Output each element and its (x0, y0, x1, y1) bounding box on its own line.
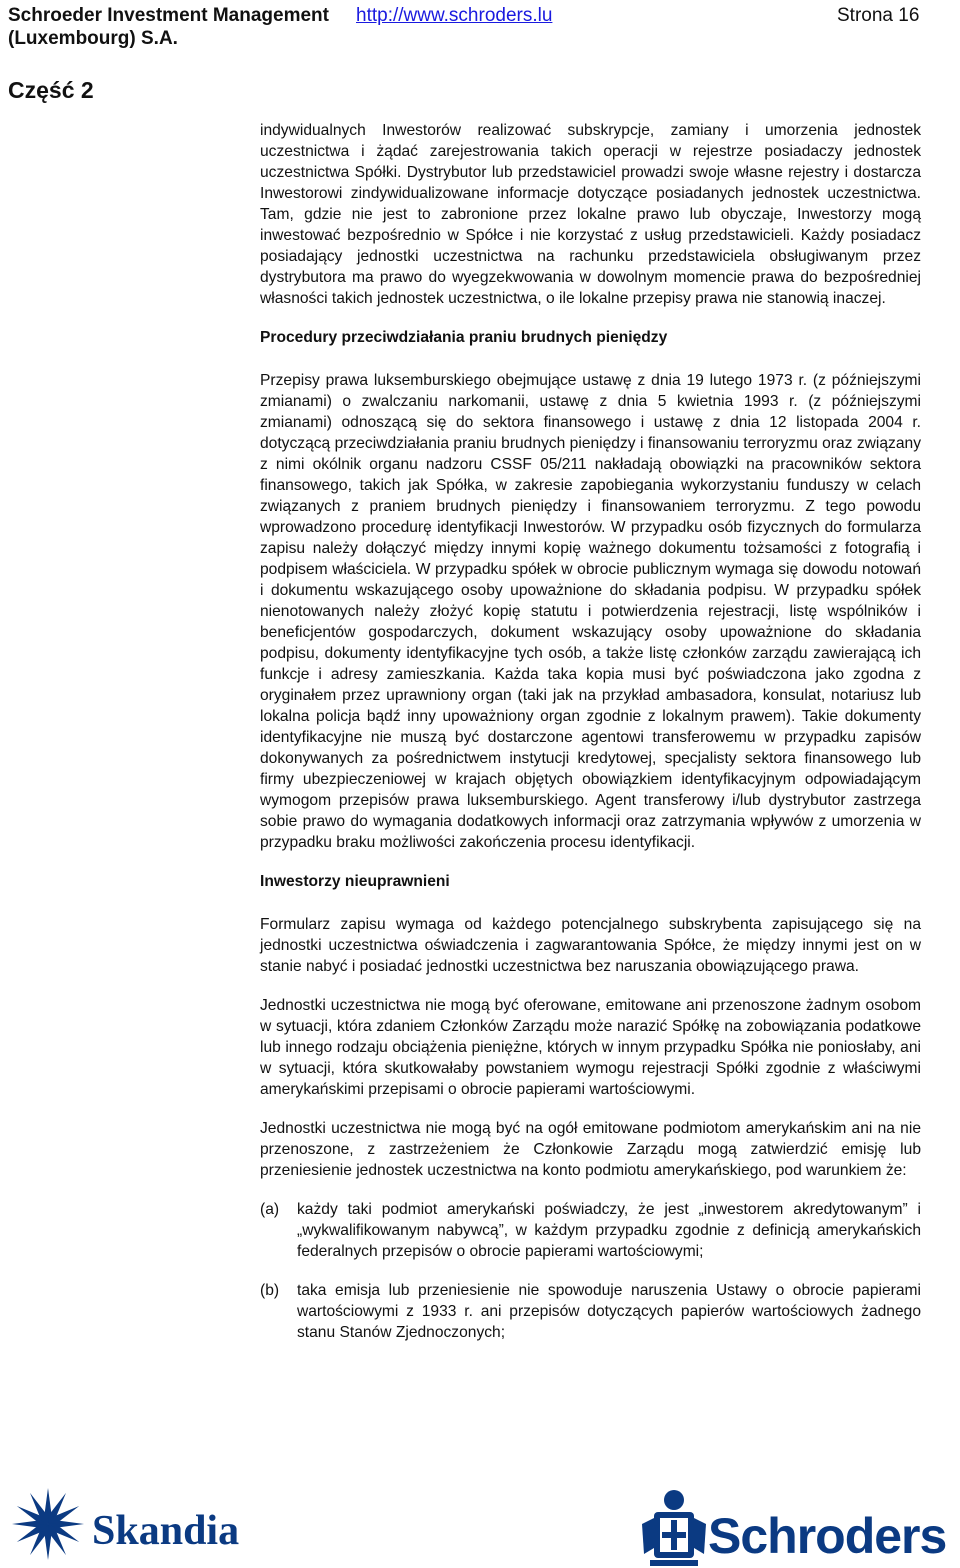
paragraph-offer-restrictions: Jednostki uczestnictwa nie mogą być oferowane, emitowane ani przenoszone żadnym osobom w sytuacji, która zdaniem Członków Zarządu może narazić Spółkę na zobowiązania podatkowe lub innego rodzaju obciążenia pieniężne, których w innym przypadku Spółka nie poniosłaby, ani w sytuacji, która skutkowałaby powstaniem wymogu rejestracji Spółki zgodnie z właściwymi amerykańskimi przepisami o obrocie papierami wartościowymi. (260, 997, 921, 1098)
skandia-star-icon (12, 1488, 84, 1560)
page-number: Strona 16 (837, 5, 920, 26)
list-marker: (b) (260, 1282, 280, 1299)
heading-anti-money-laundering: Procedury przeciwdziałania praniu brudnych pieniędzy (260, 329, 668, 346)
list-item (260, 1280, 921, 1343)
list-marker: (a) (260, 1201, 280, 1218)
heading-ineligible-investors: Inwestorzy nieuprawnieni (260, 873, 450, 890)
schroders-crest-icon (640, 1482, 708, 1568)
header-website-link[interactable]: http://www.schroders.lu (356, 5, 553, 26)
schroders-logo: Schroders (708, 1508, 947, 1564)
part-title: Część 2 (8, 77, 94, 103)
list-item (260, 1199, 921, 1262)
list-item-text: każdy taki podmiot amerykański poświadczy, że jest „inwestorem akredytowanym” i „wykwalifikowanym nabywcą”, w każdym przypadku zgodnie z definicją amerykańskich federalnych przepisów o obrocie papierami wartościowymi; (297, 1201, 921, 1260)
paragraph-us-persons: Jednostki uczestnictwa nie mogą być na ogół emitowane podmiotom amerykańskim ani na nie przenoszone, z zastrzeżeniem że Członkowie Zarządu mogą zatwierdzić emisję lub przeniesienie jednostek uczestnictwa na konto podmiotu amerykańskiego, pod warunkiem że: (260, 1120, 921, 1179)
paragraph-subscription-form: Formularz zapisu wymaga od każdego potencjalnego subskrybenta zapisującego się na jednostki uczestnictwa oświadczenia i zagwarantowania Spółce, że między innymi jest on w stanie nabyć i posiadać jednostki uczestnictwa bez naruszania obowiązującego prawa. (260, 916, 921, 975)
skandia-wordmark: Skandia (92, 1508, 240, 1554)
list-item-text: taka emisja lub przeniesienie nie spowoduje naruszenia Ustawy o obrocie papierami wartościowymi z 1933 r. ani przepisów dotyczących papierów wartościowych żadnego stanu Stanów Zjednoczonych; (297, 1282, 921, 1341)
header-company-name: Schroeder Investment Management (8, 5, 329, 26)
skandia-logo (10, 1486, 250, 1562)
document-body (260, 120, 921, 1343)
paragraph-aml-procedures: Przepisy prawa luksemburskiego obejmujące ustawę z dnia 19 lutego 1973 r. (z późniejszymi zmianami) o zwalczaniu narkomanii, ustawę z dnia 5 kwietnia 1993 r. (z późniejszymi zmianami) odnoszącą się do sektora finansowego i ustawę z dnia 12 listopada 2004 r. dotyczącą przeciwdziałania praniu brudnych pieniędzy i finansowaniu terroryzmu oraz związany z nimi okólnik organu nadzoru CSSF 05/211 nakładają obowiązki na pracowników sektora finansowego, takich jak Spółka, w zakresie zapobiegania wykorzystaniu funduszy w celach związanych z praniem brudnych pieniędzy i finansowaniem terroryzmu. Z tego powodu wprowadzono procedurę identyfikacji Inwestorów. W przypadku osób fizycznych do formularza zapisu należy dołączyć między innymi kopię ważnego dokumentu tożsamości z fotografią i podpisem właściciela. W przypadku spółek w obrocie publicznym wymaga się dowodu notowań i dokumentu wskazującego osoby upoważnione do składania podpisu. W przypadku spółek nienotowanych należy złożyć kopię statutu i potwierdzenia rejestracji, listę wspólników i beneficjentów gospodarczych, dokument wskazujący osoby upoważnione do składania podpisu, dokumenty identyfikacyjne tych osób, a także listę członków zarządu zawierającą ich funkcje i adresy zamieszkania. Każda taka kopia musi być poświadczona jako zgodna z oryginałem przez uprawniony organ (taki jak na przykład ambasadora, konsulat, notariusz lub lokalna policja bądź inny upoważniony organ zgodnie z lokalnym prawem). Takie dokumenty identyfikacyjne nie muszą być dostarczone agentowi transferowemu w przypadku zapisów dokonywanych za pośrednictwem instytucji kredytowej, specjalisty sektora finansowego lub firmy ubezpieczeniowej w krajach objętych obowiązkiem identyfikacyjnym odpowiadającym wymogom przepisów prawa luksemburskiego. Agent transferowy i/lub dystrybutor zastrzega sobie prawo do wymagania dodatkowych informacji oraz zatrzymania wpływów z umorzenia w przypadku braku możliwości zakończenia procesu identyfikacji. (260, 372, 921, 851)
paragraph-nominee-services: indywidualnych Inwestorów realizować subskrypcje, zamiany i umorzenia jednostek uczestnictwa i żądać zarejestrowania takich operacji w rejestrze posiadaczy jednostek uczestnictwa Spółki. Dystrybutor lub przedstawiciel prowadzi swoje własne rejestry i dostarcza Inwestorowi zindywidualizowane informacje dotyczące posiadanych jednostek uczestnictwa. Tam, gdzie nie jest to zabronione przez lokalne prawo lub obyczaje, Inwestorzy mogą inwestować bezpośrednio w Spółce i nie korzystać z usług przedstawicieli. Każdy posiadacz posiadający jednostki uczestnictwa na rachunku przedstawiciela obsługiwanym przez dystrybutora ma prawo do wyegzekwowania w dowolnym momencie prawa do bezpośredniej własności takich jednostek uczestnictwa, o ile lokalne przepisy prawa nie stanowią inaczej. (260, 122, 921, 307)
header-company-name-line2: (Luxembourg) S.A. (8, 28, 178, 49)
